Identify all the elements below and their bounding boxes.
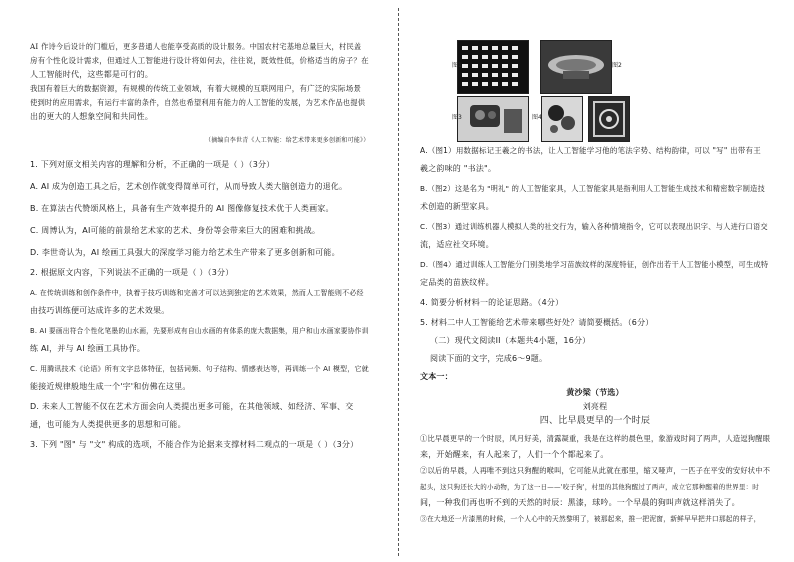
source-citation: （摘编自李世青《人工智能：给艺术带来更多创新和可能》） (205, 137, 370, 144)
figure-4a-pattern (541, 96, 583, 142)
figure-4b-pattern (588, 96, 630, 142)
story-paragraph-line: ②以后的早晨，人再唯不到这只狗醒的喉叫，它可能从此就在那里，缩又哑声，一匹子在平安的安好状中不 (420, 466, 771, 475)
pattern-icon (542, 97, 582, 141)
figure-3-robot (457, 96, 529, 142)
q3-option-c: C.（图3）通过训练机器人模拟人类的社交行为，输入各种情境指令，它可以表现出识字、与人进行口语交 (420, 222, 768, 231)
section-heading: （二）现代文阅读II（本题共4小题，16分） (430, 336, 591, 345)
story-paragraph-line: 来，开始醒来，有人起来了，人们一个个都起来了。 (420, 450, 609, 459)
question-1-stem: 1. 下列对原文相关内容的理解和分析，不正确的一项是（ ）（3分） (30, 160, 275, 169)
story-title: 黄沙梁（节选） (566, 388, 624, 397)
q2-option-d-cont: 通，也可能为人类提供更多的思想和可能。 (30, 420, 186, 429)
q3-option-c-cont: 流，适应社交环境。 (420, 240, 494, 249)
q2-option-a: A. 在传统训练和创作条件中，执着于技巧训练和完善才可以达到独定的艺术效果，然而人工智能则不必经 (30, 289, 364, 297)
story-paragraph-line: 起头，这只狗还长大的小动物，为了这一日——'咬子狗'，村里的其他狗醒过了两声，成立它那种醒着的世界里：时 (420, 483, 759, 491)
q3-option-b-cont: 术创造的新型家具。 (420, 202, 494, 211)
q2-option-c: C. 用腾讯技术《论语》所有文字总体特征，包括词频、句子结构、情感表达等，再训练一个 AI 模型，它就 (30, 365, 369, 373)
question-5: 5. 材料二中人工智能给艺术带来哪些好处？请简要概括。（6分） (420, 318, 654, 327)
question-3-stem: 3. 下列 "图" 与 "文" 构成的选项，不能合作为论据来支撑材料二观点的一项是（ ）（3分） (30, 440, 359, 449)
q2-option-a-cont: 由技巧训练便可达成许多的艺术效果。 (30, 306, 170, 315)
passage-line: AI 作诗今后设计的门槛后，更多普通人也能享受高质的设计服务。中国农村宅基地总量巨大，村民盖 (30, 42, 362, 51)
q3-option-a: A.（图1）用数据标记王羲之的书法，让人工智能学习他的笔法字势、结构韵律，可以 "写" 出带有王 (420, 146, 761, 155)
figure-1-label: 图1 (452, 62, 462, 69)
figure-3-label: 图3 (452, 114, 462, 121)
column-divider (398, 8, 399, 556)
story-author: 刘亮程 (582, 402, 608, 411)
figure-2-label: 图2 (612, 62, 622, 69)
reading-instruction: 阅读下面的文字，完成6～9题。 (430, 354, 548, 363)
story-paragraph-line: ①比早晨更早的一个时辰，风月好美，清露凝重，我是在这样的晨色里，象游戏时间了两声，人造逗狗醒眼 (420, 434, 771, 443)
passage-line: 人工智能时代，这些都是可行的。 (30, 70, 153, 79)
q1-option-c: C. 周博认为，AI可能的前景给艺术家的艺术、身份等会带来巨大的困难和挑战。 (30, 226, 321, 235)
story-paragraph-line: 间，一种我们再也听不到的天然的时辰：黑漆，球吟。一个早晨的狗叫声就这样消失了。 (420, 498, 740, 507)
passage-line: 房有个性化设计需求，但通过人工智能进行设计将如何去，往往说，既效性低，价格适当的房子？在 (30, 56, 369, 65)
q3-option-a-cont: 羲之韵味的 "书法"。 (420, 164, 497, 173)
story-paragraph-line: ③在大地还一片漆黑的时候，一个人心中的天然黎明了，被那起来，推一把泥窗，新鲜早早把井口那起的样子， (420, 515, 761, 523)
q3-option-d-cont: 定品类的苗族纹样。 (420, 278, 494, 287)
q1-option-d: D. 李世奇认为，AI 绘画工具强大的深度学习能力给艺术生产带来了更多创新和可能。 (30, 248, 340, 257)
question-2-stem: 2. 根据原文内容，下列说法不正确的一项是（ ）（3分） (30, 268, 234, 277)
figure-2-furniture (540, 40, 612, 94)
q3-option-d: D.（图4）通过训练人工智能分门别类地学习苗族纹样的深度特征，创作出若干人工智能小模型，可生成特 (420, 260, 769, 269)
question-4: 4. 简要分析材料一的论证思路。（4分） (420, 298, 564, 307)
pattern-icon (589, 97, 629, 141)
q1-option-b: B. 在算法古代赞颂风格上，具备有生产效率提升的 AI 图像修复技术优于人类画家。 (30, 204, 334, 213)
furniture-icon (541, 41, 611, 93)
q2-option-d: D. 未来人工智能不仅在艺术方面会向人类提出更多可能，在其他领域、如经济、军事、交 (30, 402, 354, 411)
q2-option-b-cont: 练 AI，并与 AI 绘画工具协作。 (30, 344, 145, 353)
q1-option-a: A. AI 成为创造工具之后，艺术创作就变得简单可行，从而导致人类大脑创造力的退化。 (30, 182, 348, 191)
text-one-label: 文本一： (420, 372, 453, 381)
passage-line: 使到时的应用需求，有运行丰富的条件，自然也希望利用有能力的人工智能的发展，为艺术作品也提供 (30, 98, 366, 107)
chapter-heading: 四、比早晨更早的一个时辰 (539, 416, 651, 426)
figure-1-calligraphy (457, 40, 529, 94)
q3-option-b: B.（图2）这是名为 "明礼" 的人工智能家具，人工智能家具是指利用人工智能生成技术和精密数字制造技 (420, 184, 765, 193)
q2-option-b: B. AI 要画出符合个性化笔墨的山水画，先要形成有自山水画的有体系的庞大数据集，用户和山水画家要协作训 (30, 327, 369, 335)
robot-icon (458, 97, 528, 141)
figure-4-label: 图4 (532, 114, 542, 121)
calligraphy-icon (458, 41, 528, 93)
q2-option-c-cont: 能接近规律般地生成一个'字'和仿佛在这里。 (30, 382, 191, 391)
passage-line: 出的更大的人想象空间和共同性。 (30, 112, 153, 121)
passage-line: 我国有着巨大的数据资源，有规模的传统工业领域，有着大规模的互联网用户，有广泛的实际场景 (30, 84, 362, 93)
